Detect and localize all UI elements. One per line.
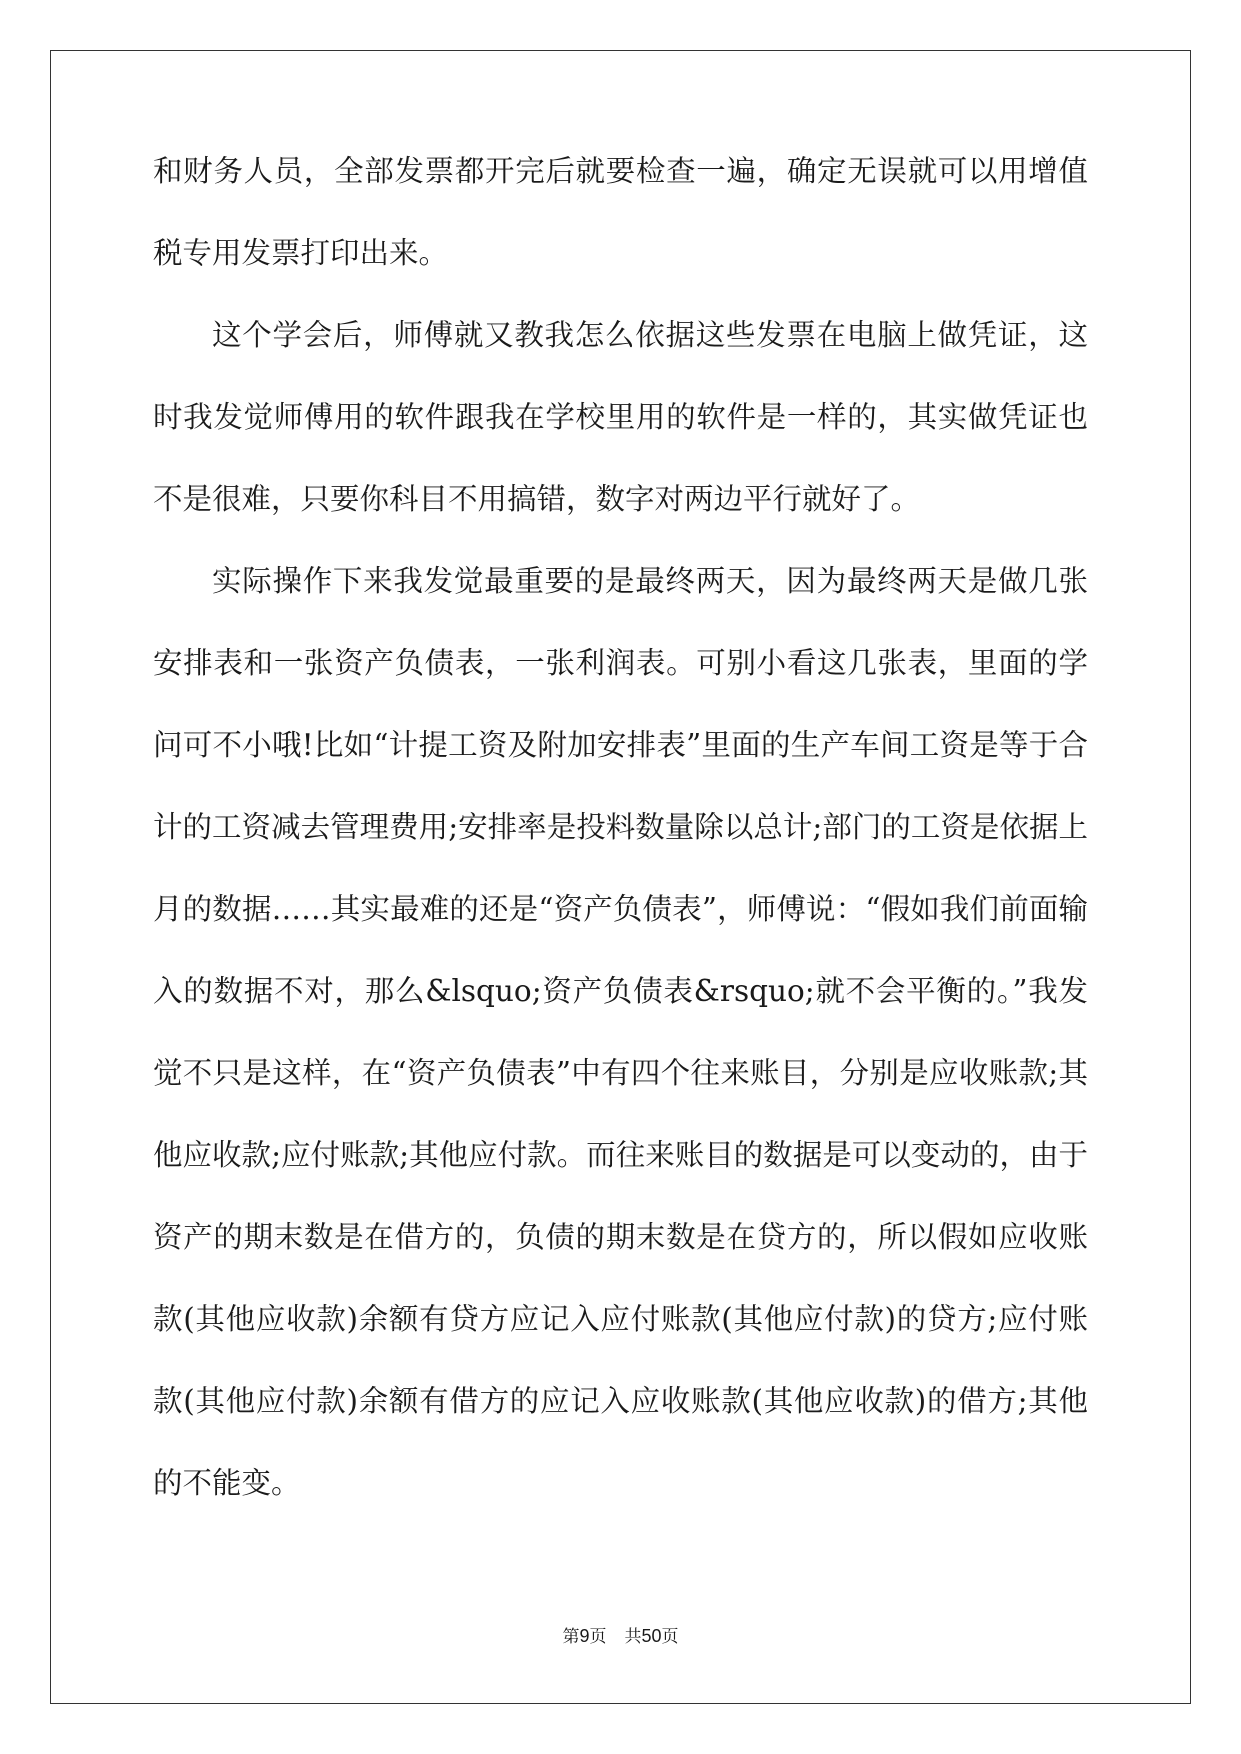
total-suffix: 页 <box>661 1627 679 1647</box>
total-pages: 50 <box>641 1626 662 1646</box>
page-prefix: 第 <box>562 1627 580 1647</box>
paragraph-continuation: 和财务人员，全部发票都开完后就要检查一遍，确定无误就可以用增值税专用发票打印出来。 <box>153 154 1088 270</box>
page-number: 9 <box>579 1626 590 1646</box>
paragraph-voucher: 这个学会后，师傅就又教我怎么依据这些发票在电脑上做凭证，这时我发觉师傅用的软件跟我在学校里用的软件是一样的，其实做凭证也不是很难，只要你科目不用搞错，数字对两边平行就好了。 <box>153 318 1088 516</box>
page-footer <box>0 1622 1241 1647</box>
page-suffix: 页 <box>589 1627 607 1647</box>
paragraph-balance-sheet: 实际操作下来我发觉最重要的是最终两天，因为最终两天是做几张安排表和一张资产负债表，一张利润表。可别小看这几张表，里面的学问可不小哦!比如“计提工资及附加安排表”里面的生产车间工资是等于合计的工资减去管理费用;安排率是投料数量除以总计;部门的工资是依据上月的数据……其实最难的还是“资产负债表”，师傅说：“假如我们前面输入的数据不对，那么&lsquo;资产负债表&rsquo;就不会平衡的。”我发觉不只是这样，在“资产负债表”中有四个往来账目，分别是应收账款;其他应收款;应付账款;其他应付款。而往来账目的数据是可以变动的，由于资产的期末数是在借方的，负债的期末数是在贷方的，所以假如应收账款(其他应收款)余额有贷方应记入应付账款(其他应付款)的贷方;应付账款(其他应付款)余额有借方的应记入应收账款(其他应收款)的借方;其他的不能变。 <box>153 564 1088 1500</box>
total-prefix: 共 <box>624 1627 642 1647</box>
document-body <box>153 154 1088 1524</box>
